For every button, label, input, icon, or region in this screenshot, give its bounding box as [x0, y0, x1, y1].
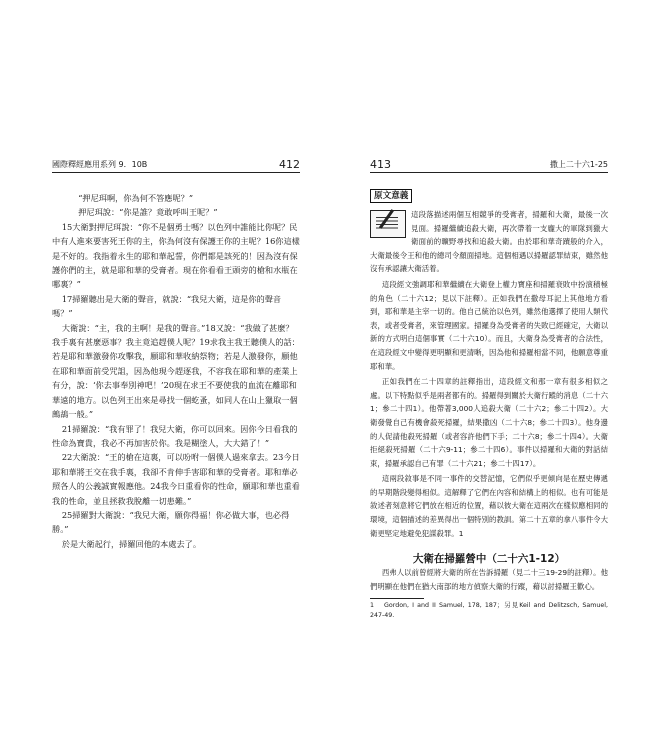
right-page-header [370, 152, 608, 173]
commentary-paragraph: 西弗人以前曾經將大衛的所在告訴掃羅（見二十三19-29的註釋）。他們明顯在他們在猶大南部的地方偵察大衛的行蹤，藉以討掃羅王歡心。 [370, 568, 608, 591]
right-page [370, 152, 608, 620]
series-title: 國際釋經應用系列 9．10B [52, 160, 148, 169]
section-label: 原文意義 [370, 189, 412, 203]
scripture-text [52, 191, 300, 551]
left-page-header [52, 152, 300, 173]
chapter-reference: 撒上二十六1-25 [549, 160, 608, 169]
scripture-paragraph: 22大衛說：“王的槍在這裏，可以吩咐一個僕人過來拿去。23今日耶和華將王交在我手裏，我卻不肯伸手害耶和華的受膏者。耶和華必照各人的公義誠實報應他。24我今日重看你的性命，願耶和華也重看我的性命，並且拯救我脫離一切患難。” [52, 452, 300, 506]
page-number-left: 412 [279, 158, 300, 171]
scripture-paragraph: 25掃羅對大衛說：“我兒大衛，願你得福！你必做大事，也必得勝。” [52, 509, 290, 535]
scripture-paragraph: 17掃羅聽出是大衛的聲音，就說：“我兒大衛，這是你的聲音嗎？” [52, 293, 282, 319]
scripture-paragraph: 大衛說：“主，我的主啊！是我的聲音。”18又說：“我做了甚麼？我手裏有甚麼惡事？我主竟追趕僕人呢？19求我主我王聽僕人的話：若是耶和華激發你攻擊我，願耶和華收納祭物；若是人激發你，願他在耶和華面前受咒詛，因為他現今趕逐我，不容我在耶和華的產業上有分，說：‘你去事奉別神吧！’20現在求王不要使我的血流在離耶和華遠的地方。以色列王出來是尋找一個虼蚤，如同人在山上獵取一個鷓鴣一般。” [52, 322, 300, 420]
scripture-paragraph: 於是大衛起行，掃羅回他的本處去了。 [61, 538, 202, 549]
footnote-divider [370, 598, 424, 599]
commentary-paragraph: 這段落描述兩個互相競爭的受膏者，掃羅和大衛，最後一次見面。掃羅繼續追殺大衛，再次帶着一支龐大的軍隊到獵大衛面前的曠野尋找和追殺大衛。由於耶和華奇蹟般的介入，大衛最後令王和他的總司令顏面掃地。這個相遇以掃羅認罪結束，雖然他沒有承認讓大衛活着。 [370, 210, 608, 274]
scripture-paragraph: “押尼珥啊，你為何不答應呢？” [78, 193, 194, 203]
left-page [52, 152, 300, 592]
footnote-number: 1 [370, 602, 375, 610]
commentary-paragraph: 這段經文強調耶和華繼續在大衛登上權力寶座和掃羅衰敗中扮演積極的角色（二十六12；見以下註釋）。正如我們在撒母耳記上其他地方看到，耶和華是主宰一切的。他自己統治以色列，雖然他選擇了使用人類代表，或者受膏者，來管理國家。掃羅身為受膏者的失敗已經確定，大衛以新的方式明白這個事實（二十六10）。而且，大衛身為受膏者的合法性，在這段經文中變得更明顯和更清晰，因為他和掃羅相當不同，他願意尊重耶和華。 [370, 279, 608, 371]
writing-icon [370, 210, 406, 238]
page-number-right: 413 [370, 158, 391, 171]
scripture-paragraph: 21掃羅說：“我有罪了！我兒大衛，你可以回來。因你今日看我的性命為寶貴，我必不再加害於你。我是糊塗人，大大錯了！” [52, 423, 298, 448]
commentary-paragraph: 正如我們在二十四章的註釋指出，這段經文和那一章有很多相似之處。以下特點似乎是兩者都有的。掃羅得到關於大衛行蹤的消息（二十六1；參二十四1）。他帶著3,000人追殺大衛（二十六2；參二十四2）。大衛發覺自己有機會殺死掃羅，結果撒凶（二十六8；參二十四3）。他身邊的人促請他殺死掃羅（或者容許他們下手；二十六8；參二十四4）。大衛拒絕殺死掃羅（二十六9-11；參二十四6）。事件以掃羅和大衛的對話結束，掃羅承認自己有罪（二十六21；參二十四17）。 [370, 377, 608, 468]
footnote [370, 601, 608, 621]
scripture-paragraph: 押尼珥說：“你是誰？竟敢呼叫王呢？” [78, 207, 218, 218]
section-heading [370, 189, 608, 203]
footnote-text: Gordon, I and II Samuel, 178, 187；另見Keil and Delitzsch, Samuel, 247-49. [370, 602, 608, 620]
commentary-paragraph: 這兩段敘事是不同一事件的交替記憶，它們似乎更傾向是在歷史傳遞的早期階段變得相似。這解釋了它們在內容和結構上的相似。也有可能是敘述者刻意將它們放在相近的位置，藉以彼大衛在這兩次在樣似應相同的環境，這個描述的差異得出一個特別的教訓。第二十五章的拿八事件令大衛更堅定地避免犯謀殺罪。1 [370, 474, 608, 538]
commentary-text [370, 208, 608, 621]
sub-heading: 大衛在掃羅營中（二十六1-12） [412, 553, 566, 566]
scripture-paragraph: 15大衛對押尼珥說：“你不是個勇士嗎？以色列中誰能比你呢？民中有人進來要害死王你的主，你為何沒有保護王你的主呢？16你這樣是不好的。我指着永生的耶和華起誓，你們都是該死的！因為沒有保護你們的主，就是耶和華的受膏者。現在你看看王頭旁的槍和水瓶在哪裏？” [52, 221, 300, 290]
